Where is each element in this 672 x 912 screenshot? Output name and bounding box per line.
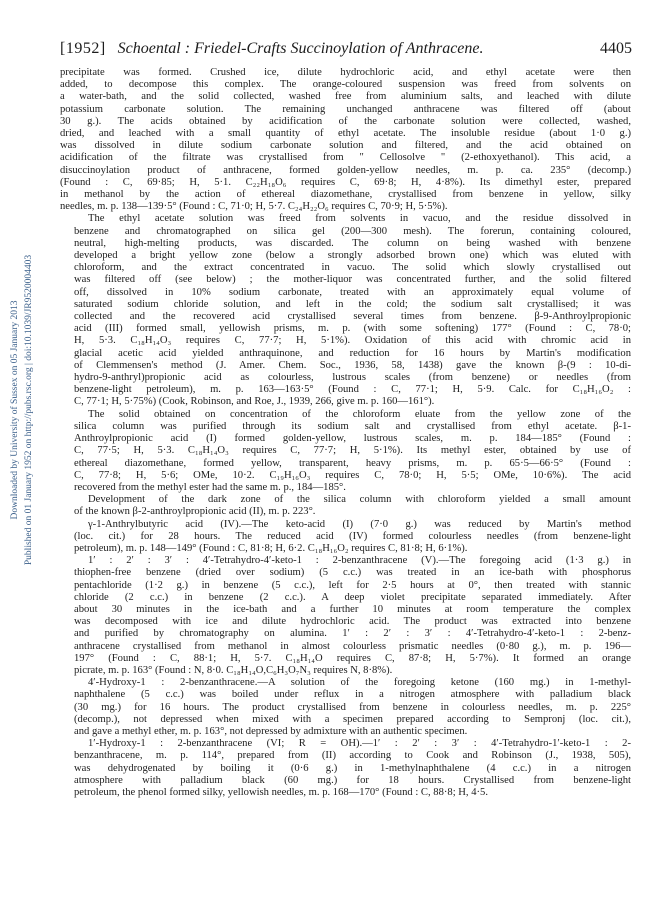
text-line: collected and the recovered acid crystallised several times from benzene. β-9-Anthroylpropionic	[74, 311, 631, 323]
paragraph	[60, 67, 631, 213]
header-year: [1952]	[60, 40, 106, 57]
text-line: γ-1-Anthrylbutyric acid (IV).—The keto-acid (I) (7·0 g.) was reduced by Martin's method	[88, 518, 631, 530]
text-line: developed a bright yellow zone (below a strongly adsorbed brown one) which was eluted with	[74, 250, 631, 262]
text-line: benzanthracene, m. p. 114°, prepared from (II) according to Cook and Robinson (J., 1938, 505),	[74, 750, 631, 762]
download-watermark	[4, 90, 42, 730]
text-line: chloride (2 c.c.) in benzene (2 c.c.). A deep violet precipitate separated immediately. After	[74, 591, 631, 603]
text-line: (decomp.), not depressed when mixed with a specimen prepared according to Sempronj (loc. cit.),	[74, 713, 631, 725]
text-line: atmosphere with palladium black (60 mg.) for 18 hours. Crystallised from benzene-light	[74, 774, 631, 786]
text-line: benzene and chromatographed on silica gel (200—300 mesh). The forerun, containing coloured,	[74, 225, 631, 237]
text-line: precipitate was formed. Crushed ice, dilute hydrochloric acid, and ethyl acetate were then	[60, 67, 631, 78]
paragraph	[60, 677, 631, 738]
text-line: (loc. cit.) for 28 hours. The reduced acid (IV) formed colourless needles (from benzene-light	[74, 530, 631, 542]
text-line: dried, and leached with a small quantity of ethyl acetate. The insoluble residue (about 1·0 g.)	[60, 128, 631, 140]
header-article-title: Friedel-Crafts Succinoylation of Anthracene.	[194, 40, 484, 57]
text-line: thiophen-free benzene (dried over sodium) (5 c.c.) was treated in an ice-bath with phosphorus	[74, 567, 631, 579]
text-line: petroleum), m. p. 148—149° (Found : C, 81·8; H, 6·2. C₁₈H₁₆O₂ requires C, 81·8; H, 6·1%).	[74, 542, 468, 554]
text-line: picrate, m. p. 163° (Found : N, 8·0. C₁₈H₁₄O,C₆H₃O₇N₃ requires N, 8·8%).	[74, 664, 393, 676]
text-line: glacial acetic acid yielded anthraquinone, and reduction for 16 hours by Martin's modification	[74, 347, 631, 359]
watermark-published-line[interactable]: Published on 01 January 1952 on http://pubs.rsc.org | doi:10.1039/JR9520004403	[24, 254, 34, 566]
text-line: saturated sodium chloride solution, and left in the cold; the sodium salt crystallised; it was	[74, 298, 631, 310]
text-line: and gave a methyl ether, m. p. 163°, not depressed by admixture with an authentic specimen.	[74, 725, 468, 737]
text-line: acidification of the filtrate was crystallised from " Cellosolve " (2-ethoxyethanol). This acid, a	[60, 152, 631, 164]
text-line: C, 77·1; H, 5·75%) (Cook, Robinson, and Roe, J., 1939, 266, give m. p. 160—161°).	[74, 396, 435, 408]
text-line: anthracene crystallised from methanol in almost colourless prismatic needles (0·80 g.), m. p. 196—	[74, 640, 631, 652]
paragraph	[60, 738, 631, 799]
paragraph	[60, 494, 631, 518]
paragraph	[60, 409, 631, 494]
watermark-downloaded-line[interactable]: Downloaded by University of Sussex on 05 January 2013	[10, 300, 20, 520]
running-header	[60, 40, 632, 62]
text-line: was decomposed with ice and dilute hydrochloric acid. The product was extracted into benzene	[74, 616, 631, 628]
header-page-number: 4405	[600, 40, 632, 57]
text-line: 1′-Hydroxy-1 : 2-benzanthracene (VI; R = OH).—1′ : 2′ : 3′ : 4′-Tetrahydro-1′-keto-1 : 2-	[88, 738, 631, 750]
text-line: neutral, high-melting products, was discarded. The column on being washed with benzene	[74, 237, 631, 249]
text-line: needles, m. p. 138—139·5° (Found : C, 71·0; H, 5·7. C₂₄H₂₂O₆ requires C, 70·9; H, 5·5%).	[60, 201, 448, 213]
text-line: silica column was purified through its sodium salt and crystallised from ethyl acetate. β-1-	[74, 420, 631, 432]
text-line: of Clemmensen's method (J. Amer. Chem. Soc., 1936, 58, 1438) gave the known β-(9 : 10-di-	[74, 359, 631, 371]
text-line: 4′-Hydroxy-1 : 2-benzanthracene.—A solution of the foregoing ketone (160 mg.) in 1-methyl-	[88, 677, 631, 689]
text-line: H, 5·3. C₁₈H₁₄O₃ requires C, 77·7; H, 5·1%). Oxidation of this acid with chromic acid in	[74, 335, 631, 347]
text-line: (Found : C, 69·85; H, 5·1. C₂₂H₁₈O₆ requires C, 69·8; H, 4·8%). Its dimethyl ester, prepared	[60, 176, 631, 188]
text-line: petroleum, the phenol formed silky, yellowish needles, m. p. 168—170° (Found : C, 88·8; H, 4·5.	[74, 786, 489, 798]
text-line: C, 77·8; H, 5·6; OMe, 10·2. C₁₉H₁₆O₃ requires C, 78·0; H, 5·5; OMe, 10·6%). The acid	[74, 469, 631, 481]
text-line: (30 mg.) for 16 hours. The product crystallised from benzene in colourless needles, m. p. 225°	[74, 701, 631, 713]
text-line: was dissolved in dilute sodium carbonate solution and filtered, and the acid obtained on	[60, 140, 631, 152]
text-line: acid (III) formed small, yellowish prisms, m. p. (with some softening) 177° (Found : C, 78·0;	[74, 323, 631, 335]
text-line: in methanol by the action of ethereal diazomethane, crystallised from benzene in yellow, silky	[60, 189, 631, 201]
header-author: Schoental :	[117, 40, 191, 57]
text-line: The ethyl acetate solution was freed from solvents in vacuo, and the residue dissolved in	[88, 213, 631, 225]
text-line: of the known β-2-anthroylpropionic acid (II), m. p. 223°.	[74, 506, 316, 518]
text-line: The solid obtained on concentration of the chloroform eluate from the yellow zone of the	[88, 408, 631, 420]
text-line: was filtered off (see below) ; the mother-liquor was concentrated further, and the solid filtered	[74, 274, 631, 286]
text-line: disuccinoylation product of anthracene, formed golden-yellow needles, m. p. ca. 235° (decomp.)	[60, 164, 631, 176]
header-title	[118, 40, 600, 58]
paragraph	[60, 213, 631, 408]
text-line: off, dissolved in 10% sodium carbonate, treated with an approximately equal volume of	[74, 286, 631, 298]
text-line: a water-bath, and the solid collected, washed free from aluminium salts, and leached with dilute	[60, 91, 631, 103]
paragraph	[60, 555, 631, 677]
text-line: ethereal diazomethane, formed yellow, transparent, heavy prisms, m. p. 65·5—66·5° (Found :	[74, 457, 631, 469]
text-line: about 30 minutes in the ice-bath and a further 10 minutes at room temperature the complex	[74, 603, 631, 615]
text-line: benzene-light petroleum), m. p. 163—163·5° (Found : C, 77·1; H, 5·9. Calc. for C₁₈H₁₆O₂ :	[74, 384, 631, 396]
text-line: potassium carbonate solution. The remaining unchanged anthracene was filtered off (about	[60, 103, 631, 115]
article-body	[60, 67, 631, 799]
text-line: 30 g.). The acids obtained by acidification of the carbonate solution were collected, washed,	[60, 115, 631, 127]
text-line: recovered from the methyl ester had the same m. p., 184—185°.	[74, 481, 346, 493]
text-line: hydro-9-anthryl)propionic acid as colourless, lustrous scales (from benzene) or needles (from	[74, 372, 631, 384]
text-line: and purified by chromatography on alumina. 1′ : 2′ : 3′ : 4′-Tetrahydro-4′-keto-1 : 2-benz-	[74, 628, 631, 640]
text-line: pentachloride (1·2 g.) in benzene (5 c.c.), left for 2·5 hours at 0°, then treated with stannic	[74, 579, 631, 591]
text-line: C, 77·5; H, 5·3. C₁₈H₁₄O₃ requires C, 77·7; H, 5·1%). Its methyl ester, obtained by use of	[74, 445, 631, 457]
paragraph	[60, 519, 631, 556]
text-line: chloroform, and the extract concentrated in vacuo. The solid which slowly crystallised out	[74, 262, 631, 274]
text-line: 197° (Found : C, 88·1; H, 5·7. C₁₈H₁₄O requires C, 87·8; H, 5·7%). It formed an orange	[74, 652, 631, 664]
text-line: added, to decompose this complex. The orange-coloured suspension was freed from solvents on	[60, 79, 631, 91]
text-line: was dehydrogenated by boiling it (0·6 g.) in 1-methylnaphthalene (4 c.c.) in a nitrogen	[74, 762, 631, 774]
text-line: naphthalene (5 c.c.) was boiled under reflux in a nitrogen atmosphere with palladium black	[74, 689, 631, 701]
text-line: Anthroylpropionic acid (I) formed golden-yellow, lustrous scales, m. p. 184—185° (Found :	[74, 433, 631, 445]
text-line: Development of the dark zone of the silica column with chloroform yielded a small amount	[88, 494, 631, 506]
text-line: 1′ : 2′ : 3′ : 4′-Tetrahydro-4′-keto-1 : 2-benzanthracene (V).—The foregoing acid (1·3 g.) in	[88, 555, 631, 567]
